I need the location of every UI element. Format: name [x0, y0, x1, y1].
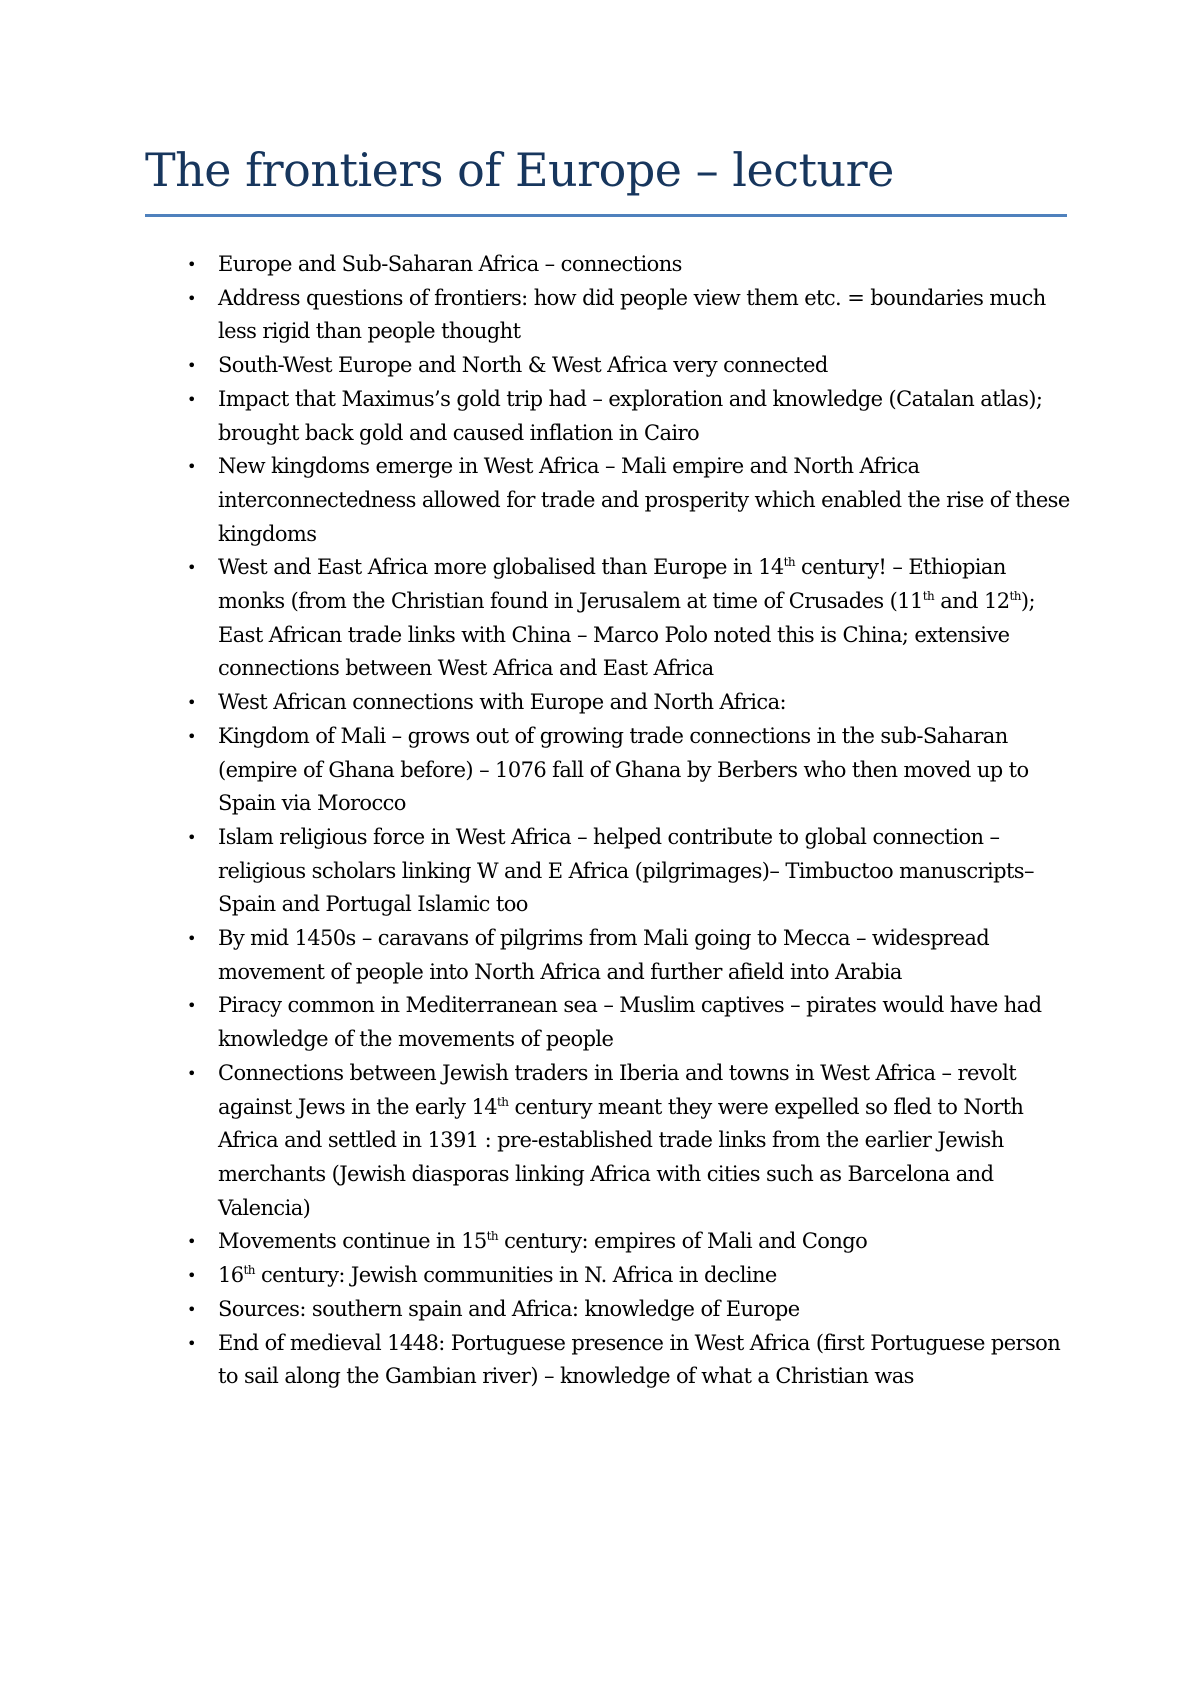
list-item: • Kingdom of Mali – grows out of growing trade connections in the sub-Saharan (empire of Ghana before) – 1076 fall of Ghana by Berbers who then moved up to Spain via Morocco — [145, 720, 1075, 821]
bullet-icon: • — [187, 457, 196, 477]
list-item: • End of medieval 1448: Portuguese presence in West Africa (first Portuguese person to sail along the Gambian river) – knowledge of what a Christian was — [145, 1327, 1075, 1394]
list-item: • Piracy common in Mediterranean sea – Muslim captives – pirates would have had knowledge of the movements of people — [145, 989, 1075, 1056]
bullet-icon: • — [187, 827, 196, 847]
bullet-icon: • — [187, 929, 196, 949]
bullet-icon: • — [187, 1333, 196, 1353]
list-item: • Movements continue in 15th century: empires of Mali and Congo — [145, 1225, 1075, 1259]
bullet-icon: • — [187, 1232, 196, 1252]
list-item: • West and East Africa more globalised than Europe in 14th century! – Ethiopian monks (from the Christian found in Jerusalem at time of Crusades (11th and 12th); East African trade links with China – Marco Polo noted this is China; extensive connections between West Africa and East Africa — [145, 551, 1075, 686]
bullet-icon: • — [187, 1063, 196, 1083]
bullet-list — [145, 248, 1075, 1394]
list-item: • Address questions of frontiers: how did people view them etc. = boundaries much less rigid than people thought — [145, 282, 1075, 349]
bullet-icon: • — [187, 996, 196, 1016]
bullet-icon: • — [187, 693, 196, 713]
list-item: • Europe and Sub-Saharan Africa – connections — [145, 248, 1075, 282]
list-item: • 16th century: Jewish communities in N. Africa in decline — [145, 1259, 1075, 1293]
list-item: • Connections between Jewish traders in Iberia and towns in West Africa – revolt against Jews in the early 14th century meant they were expelled so fled to North Africa and settled in 1391 : pre-established trade links from the earlier Jewish merchants (Jewish diasporas linking Africa with cities such as Barcelona and Valencia) — [145, 1057, 1075, 1226]
bullet-icon: • — [187, 558, 196, 578]
bullet-icon: • — [187, 255, 196, 274]
bullet-icon: • — [187, 288, 196, 308]
title-underline — [145, 214, 1067, 217]
page-title: The frontiers of Europe – lecture — [145, 143, 894, 197]
list-item: • South-West Europe and North & West Africa very connected — [145, 349, 1075, 383]
bullet-icon: • — [187, 726, 196, 746]
bullet-icon: • — [187, 1299, 196, 1319]
bullet-icon: • — [187, 389, 196, 409]
bullet-icon: • — [187, 356, 196, 376]
bullet-icon: • — [187, 1266, 196, 1286]
list-item: • By mid 1450s – caravans of pilgrims from Mali going to Mecca – widespread movement of people into North Africa and further afield into Arabia — [145, 922, 1075, 989]
list-item: • Islam religious force in West Africa – helped contribute to global connection – religious scholars linking W and E Africa (pilgrimages)– Timbuctoo manuscripts– Spain and Portugal Islamic too — [145, 821, 1075, 922]
list-item: • Sources: southern spain and Africa: knowledge of Europe — [145, 1293, 1075, 1327]
list-item: • West African connections with Europe and North Africa: — [145, 686, 1075, 720]
list-item: • Impact that Maximus’s gold trip had – exploration and knowledge (Catalan atlas); brought back gold and caused inflation in Cairo — [145, 383, 1075, 450]
list-item: • New kingdoms emerge in West Africa – Mali empire and North Africa interconnectedness allowed for trade and prosperity which enabled the rise of these kingdoms — [145, 450, 1075, 551]
